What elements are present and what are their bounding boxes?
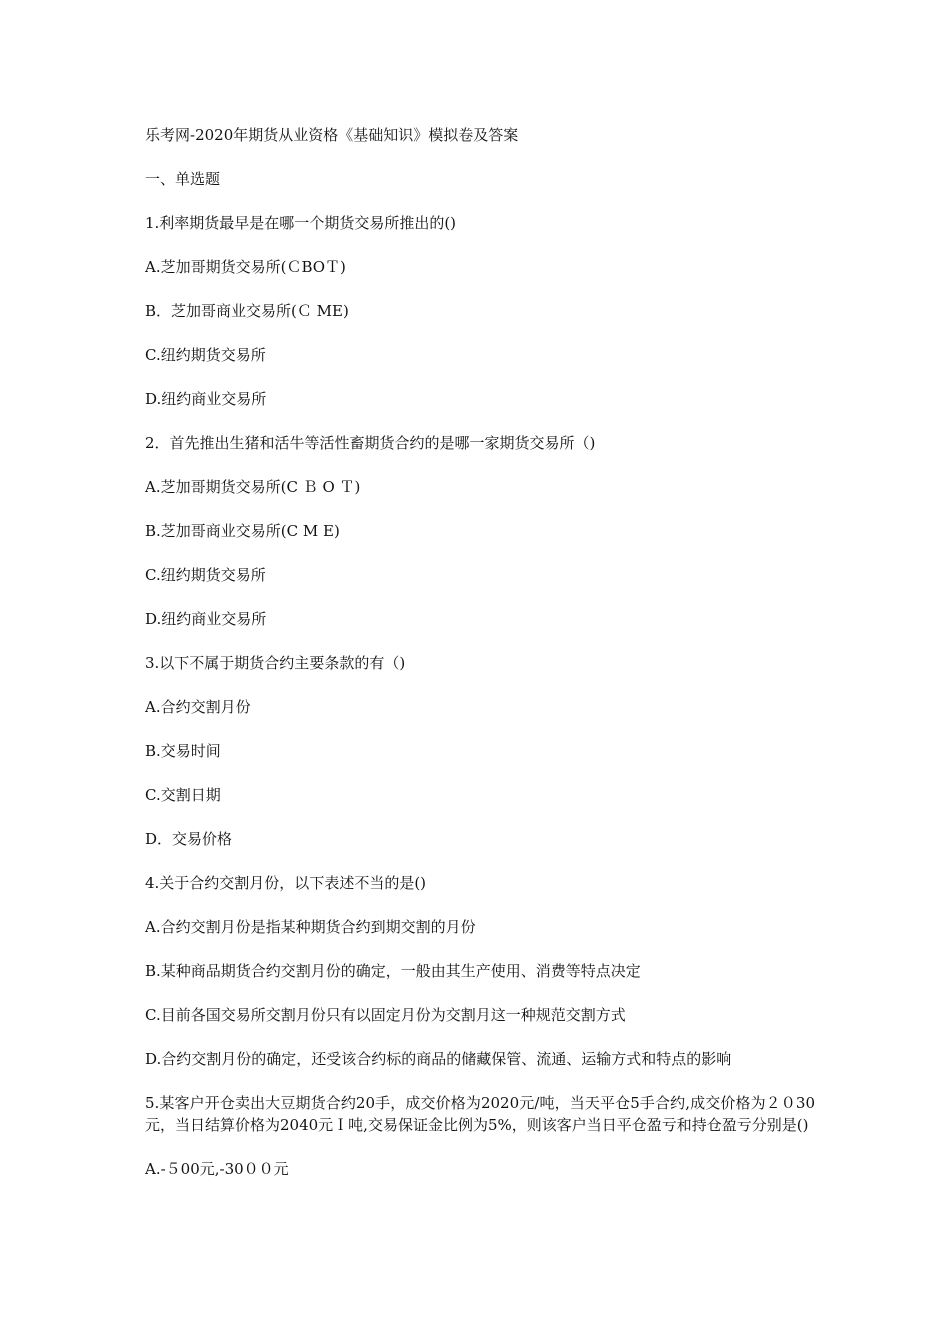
question-2: 2．首先推出生猪和活牛等活性畜期货合约的是哪一家期货交易所（) [145,434,596,452]
question-4-option-d: D.合约交割月份的确定，还受该合约标的商品的储藏保管、流通、运输方式和特点的影响 [145,1050,732,1068]
question-2-option-d: D.纽约商业交易所 [145,610,267,628]
section-heading: 一、单选题 [145,170,221,188]
question-1-option-b: B．芝加哥商业交易所(Ｃ ME) [145,302,349,320]
question-1-option-a: A.芝加哥期货交易所(ＣBOＴ) [145,258,346,276]
question-1-option-c: C.纽约期货交易所 [145,346,266,364]
document-title: 乐考网-2020年期货从业资格《基础知识》模拟卷及答案 [145,126,519,144]
document-body [145,124,815,1202]
question-2-option-c: C.纽约期货交易所 [145,566,266,584]
question-3-option-c: C.交割日期 [145,786,221,804]
question-5: 5.某客户开仓卖出大豆期货合约20手，成交价格为2020元/吨，当天平仓5手合约,成交价格为２０30元，当日结算价格为2040元Ｉ吨,交易保证金比例为5%，则该客户当日平仓盈亏和持仓盈亏分别是() [145,1094,815,1134]
question-4-option-b: B.某种商品期货合约交割月份的确定，一般由其生产使用、消费等特点决定 [145,962,641,980]
question-5-option-a: A.-５00元,-30００元 [145,1160,289,1178]
question-3: 3.以下不属于期货合约主要条款的有（) [145,654,406,672]
question-3-option-d: D．交易价格 [145,830,233,848]
question-1: 1.利率期货最早是在哪一个期货交易所推出的() [145,214,457,232]
question-2-option-b: B.芝加哥商业交易所(C M E) [145,522,340,540]
question-1-option-d: D.纽约商业交易所 [145,390,267,408]
question-4-option-a: A.合约交割月份是指某种期货合约到期交割的月份 [145,918,476,936]
question-2-option-a: A.芝加哥期货交易所(C Ｂ O Ｔ) [145,478,361,496]
question-4: 4.关于合约交割月份，以下表述不当的是() [145,874,427,892]
question-3-option-b: B.交易时间 [145,742,221,760]
question-3-option-a: A.合约交割月份 [145,698,251,716]
question-4-option-c: C.目前各国交易所交割月份只有以固定月份为交割月这一种规范交割方式 [145,1006,626,1024]
